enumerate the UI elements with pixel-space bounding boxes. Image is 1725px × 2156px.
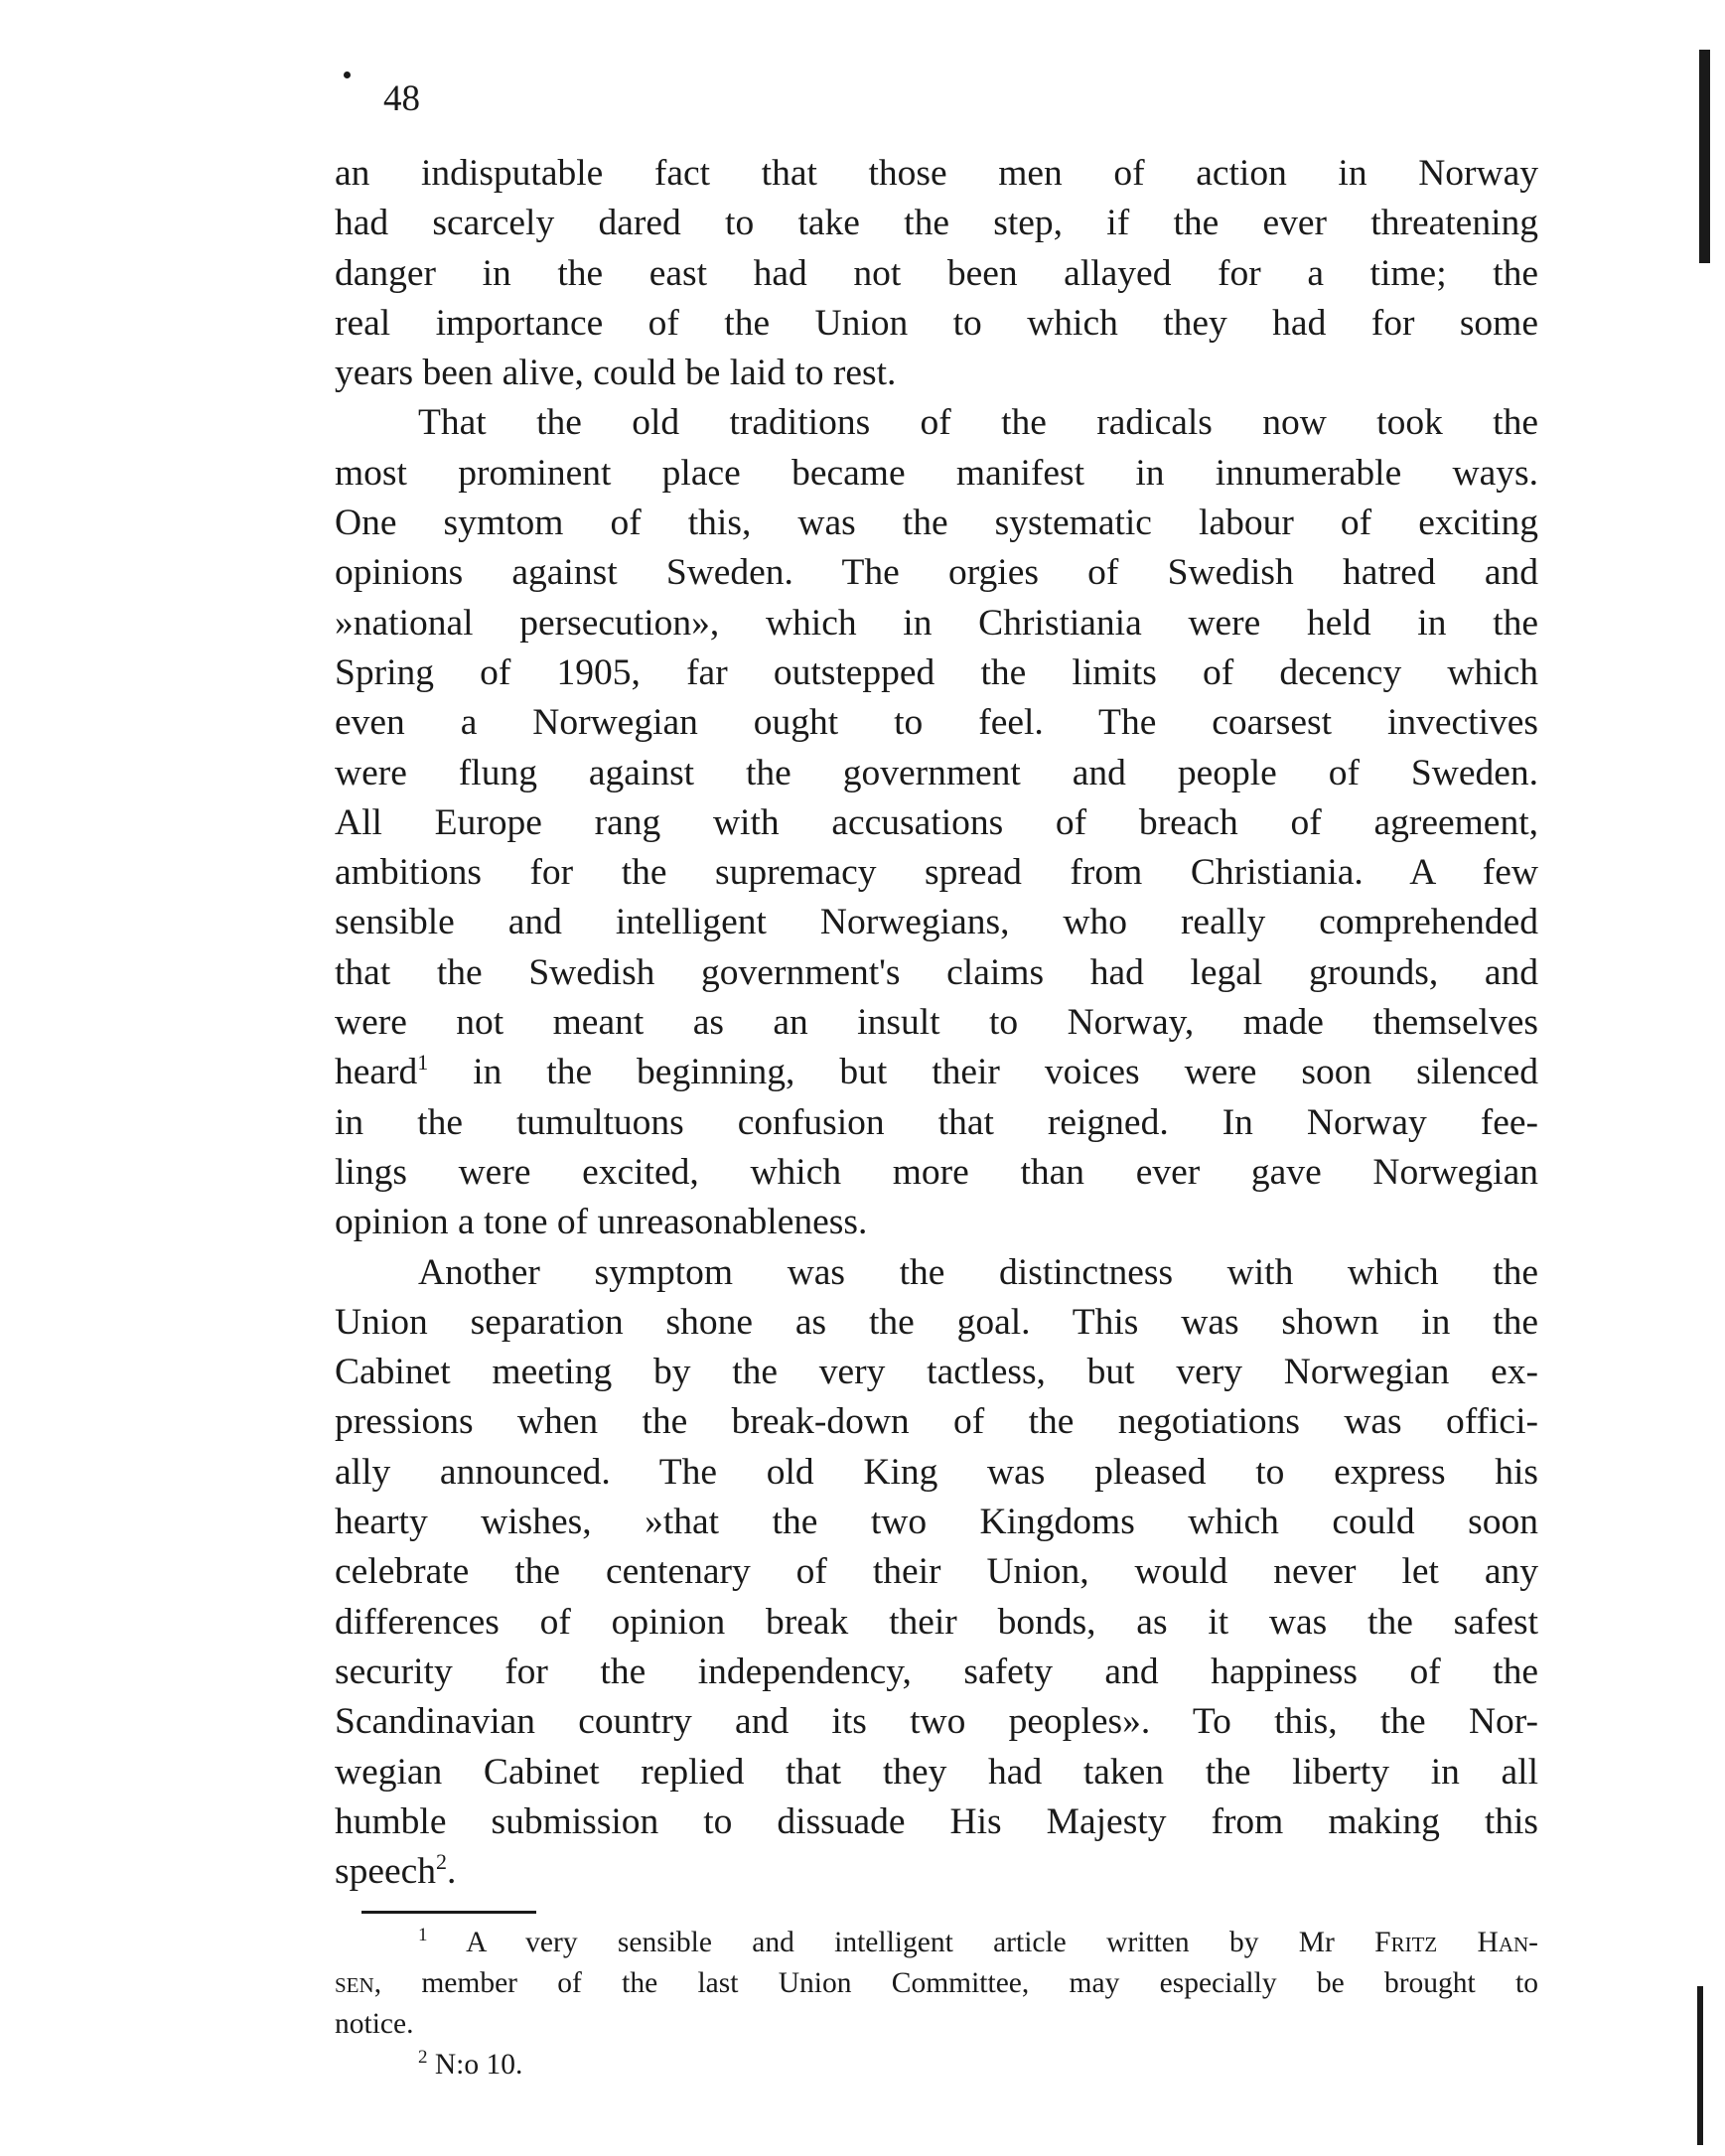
text-line: Cabinet meeting by the very tactless, but very Norwegian ex- [335, 1352, 1538, 1393]
text-line: Scandinavian country and its two peoples». To this, the Nor- [335, 1701, 1538, 1743]
text-line: opinions against Sweden. The orgies of Swedish hatred and [335, 552, 1538, 594]
text-line: that the Swedish government's claims had legal grounds, and [335, 951, 1538, 993]
text-line: even a Norwegian ought to feel. The coarsest invectives [335, 702, 1538, 744]
footnote-text: A very sensible and intelligent article written by Mr [427, 1927, 1375, 1958]
footnote-text: N:o 10. [427, 2049, 523, 2081]
footnote-2 [335, 2045, 1538, 2085]
text-line: were not meant as an insult to Norway, made themselves [335, 1002, 1538, 1044]
text-line: in the tumultuons confusion that reigned. In Norway fee- [335, 1101, 1538, 1143]
author-name: sen [335, 1967, 374, 1999]
text-line: pressions when the break-down of the negotiations was offici- [335, 1401, 1538, 1443]
author-name: Fritz Han- [1374, 1927, 1538, 1958]
text-line: celebrate the centenary of their Union, would never let any [335, 1551, 1538, 1593]
text-fragment: in the beginning, but their voices were soon silenced [428, 1052, 1538, 1093]
text-line: ambitions for the supremacy spread from Christiania. A few [335, 852, 1538, 894]
footnote-1-cont [335, 1963, 1538, 2004]
text-fragment: speech [335, 1851, 437, 1893]
scan-edge-mark [1697, 1986, 1703, 2145]
text-line-with-footnote [335, 1048, 1538, 1097]
text-line: humble submission to dissuade His Majesty from making this [335, 1800, 1538, 1842]
text-line: Union separation shone as the goal. This was shown in the [335, 1301, 1538, 1343]
text-line: real importance of the Union to which they had for some [335, 302, 1538, 344]
text-line-with-footnote [335, 1847, 1538, 1897]
text-line: security for the independency, safety and happiness of the [335, 1651, 1538, 1692]
footnote-text: , member of the last Union Committee, may especially be brought to [373, 1967, 1538, 1999]
text-line: sensible and intelligent Norwegians, who really comprehended [335, 902, 1538, 943]
body-text [335, 149, 1538, 1897]
text-line: Spring of 1905, far outstepped the limits of decency which [335, 651, 1538, 693]
text-line: were flung against the government and people of Sweden. [335, 752, 1538, 793]
footnote-marker-1: 1 [417, 1050, 429, 1076]
footnote-rule [361, 1911, 536, 1914]
footnote-mark: 1 [418, 1925, 428, 1945]
footnote-mark: 2 [418, 2047, 428, 2068]
text-line: an indisputable fact that those men of action in Norway [335, 153, 1538, 194]
text-line: years been alive, could be laid to rest. [335, 353, 897, 394]
text-line: danger in the east had not been allayed for a time; the [335, 252, 1538, 294]
text-line: opinion a tone of unreasonableness. [335, 1202, 868, 1243]
text-line: differences of opinion break their bonds, as it was the safest [335, 1601, 1538, 1643]
text-line: All Europe rang with accusations of breach of agreement, [335, 801, 1538, 843]
text-line: Another symptom was the distinctness with which the [418, 1251, 1538, 1293]
scan-edge-mark [1699, 50, 1710, 263]
text-line: That the old traditions of the radicals now took the [418, 402, 1538, 444]
text-line: One symtom of this, was the systematic labour of exciting [335, 503, 1538, 544]
text-fragment: . [447, 1851, 457, 1893]
text-line: had scarcely dared to take the step, if the ever threatening [335, 203, 1538, 244]
page-number: 48 [383, 78, 420, 119]
text-line: »national persecution», which in Christiania were held in the [335, 602, 1538, 644]
footnote-1-end: notice. [335, 2008, 414, 2040]
text-line: wegian Cabinet replied that they had taken the liberty in all [335, 1751, 1538, 1793]
text-line: hearty wishes, »that the two Kingdoms which could soon [335, 1502, 1538, 1543]
text-line: most prominent place became manifest in innumerable ways. [335, 452, 1538, 494]
text-fragment: heard [335, 1052, 418, 1093]
footnotes [335, 1923, 1538, 2085]
text-line: lings were excited, which more than ever gave Norwegian [335, 1151, 1538, 1193]
text-line: ally announced. The old King was pleased to express his [335, 1451, 1538, 1493]
footnote-marker-2: 2 [436, 1849, 448, 1875]
footnote-1 [335, 1923, 1538, 1963]
ink-dot [344, 72, 351, 78]
